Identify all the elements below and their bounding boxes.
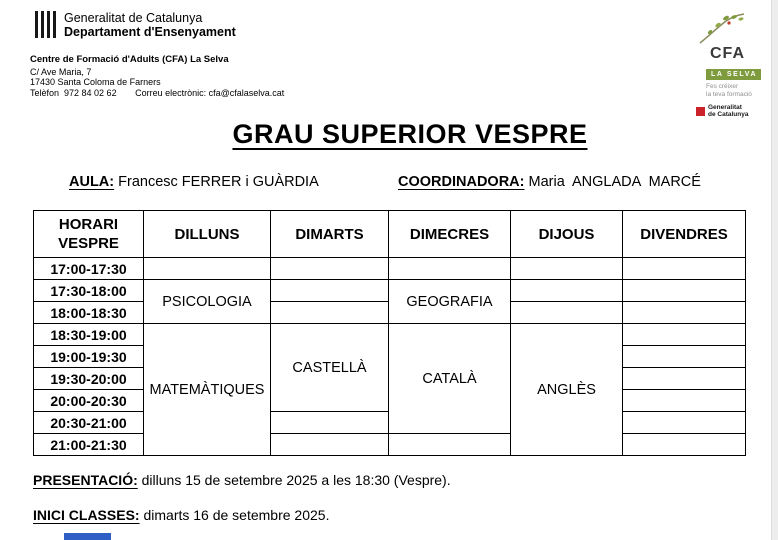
cfa-tagline (706, 83, 770, 98)
contact-line (30, 88, 284, 99)
gencat-mini-line-1: Generalitat (708, 104, 742, 111)
header-dimecres: DIMECRES (389, 211, 511, 258)
aula-line (69, 174, 319, 190)
table-row (34, 280, 746, 302)
inici-classes-line (33, 507, 329, 523)
inici-classes-label: INICI CLASSES: (33, 507, 140, 523)
bottom-blue-fragment (64, 533, 111, 540)
phone-text: Telèfon 972 84 02 62 (30, 87, 117, 98)
right-edge-strip (771, 0, 778, 540)
empty-cell (623, 280, 746, 302)
department-name: Departament d'Ensenyament (64, 25, 236, 39)
subject-cell-matematiques: MATEMÀTIQUES (144, 324, 271, 456)
time-cell: 21:00-21:30 (34, 434, 144, 456)
coordinadora-label: COORDINADORA: (398, 174, 525, 190)
center-name: Centre de Formació d'Adults (CFA) La Selva (30, 54, 229, 65)
aula-value: Francesc FERRER i GUÀRDIA (118, 174, 319, 190)
empty-cell (623, 368, 746, 390)
subject-cell-angles: ANGLÈS (511, 324, 623, 456)
schedule-table (33, 210, 746, 456)
empty-cell (623, 258, 746, 280)
empty-cell (389, 434, 511, 456)
time-cell: 17:00-17:30 (34, 258, 144, 280)
header-dimarts: DIMARTS (271, 211, 389, 258)
tagline-line-2: la teva formació (706, 90, 752, 98)
table-row (34, 434, 746, 456)
generalitat-red-square-icon (696, 107, 705, 116)
bar-icon (41, 11, 44, 38)
page-title: GRAU SUPERIOR VESPRE (232, 119, 588, 149)
coordinadora-value: Maria ANGLADA MARCÉ (528, 174, 701, 190)
empty-cell (144, 258, 271, 280)
empty-cell (623, 346, 746, 368)
time-cell: 19:00-19:30 (34, 346, 144, 368)
presentacio-text: dilluns 15 de setembre 2025 a les 18:30 (Vespre). (141, 472, 451, 488)
empty-cell (271, 412, 389, 434)
empty-cell (511, 258, 623, 280)
empty-cell (623, 412, 746, 434)
time-cell: 20:30-21:00 (34, 412, 144, 434)
table-row (34, 258, 746, 280)
empty-cell (623, 390, 746, 412)
empty-cell (271, 280, 389, 302)
cfa-name-badge: LA SELVA (706, 69, 761, 80)
presentacio-label: PRESENTACIÓ: (33, 472, 138, 488)
bar-icon (47, 11, 50, 38)
empty-cell (271, 302, 389, 324)
time-cell: 19:30-20:00 (34, 368, 144, 390)
empty-cell (271, 434, 389, 456)
center-address-block (30, 55, 284, 98)
tagline-line-1: Fes créixer (706, 83, 739, 90)
aula-label: AULA: (69, 174, 115, 190)
inici-classes-text: dimarts 16 de setembre 2025. (143, 507, 330, 523)
header-dijous: DIJOUS (511, 211, 623, 258)
bar-icon (53, 11, 56, 38)
time-cell: 18:30-19:00 (34, 324, 144, 346)
empty-cell (511, 280, 623, 302)
email-text: Correu electrònic: cfa@cfalaselva.cat (135, 87, 285, 98)
generalitat-mini-text (708, 104, 748, 118)
address-line-1: C/ Ave Maria, 7 (30, 66, 92, 77)
subject-cell-psicologia: PSICOLOGIA (144, 280, 271, 324)
gencat-mini-line-2: de Catalunya (708, 111, 749, 118)
empty-cell (623, 302, 746, 324)
header-row (34, 211, 746, 258)
coordinadora-line (398, 174, 701, 190)
generalitat-bars-icon (35, 10, 56, 38)
empty-cell (623, 434, 746, 456)
time-cell: 17:30-18:00 (34, 280, 144, 302)
empty-cell (511, 302, 623, 324)
generalitat-letterhead (35, 10, 236, 39)
presentacio-line (33, 472, 451, 488)
generalitat-text (64, 10, 236, 39)
header-dilluns: DILLUNS (144, 211, 271, 258)
bar-icon (35, 11, 38, 38)
address-line-2: 17430 Santa Coloma de Farners (30, 77, 161, 87)
empty-cell (623, 324, 746, 346)
generalitat-mini-logo (696, 104, 770, 118)
time-cell: 20:00-20:30 (34, 390, 144, 412)
table-row (34, 324, 746, 346)
subject-cell-geografia: GEOGRAFIA (389, 280, 511, 324)
subject-cell-catala: CATALÀ (389, 324, 511, 434)
header-divendres: DIVENDRES (623, 211, 746, 258)
empty-cell (389, 258, 511, 280)
org-name: Generalitat de Catalunya (64, 11, 203, 25)
cfa-acronym: CFA (710, 45, 745, 62)
subject-cell-castella: CASTELLÀ (271, 324, 389, 412)
empty-cell (271, 258, 389, 280)
header-horari-vespre: HORARI VESPRE (34, 211, 144, 258)
cfa-la-selva-logo (690, 12, 770, 118)
time-cell: 18:00-18:30 (34, 302, 144, 324)
tree-branch-icon (696, 12, 748, 44)
